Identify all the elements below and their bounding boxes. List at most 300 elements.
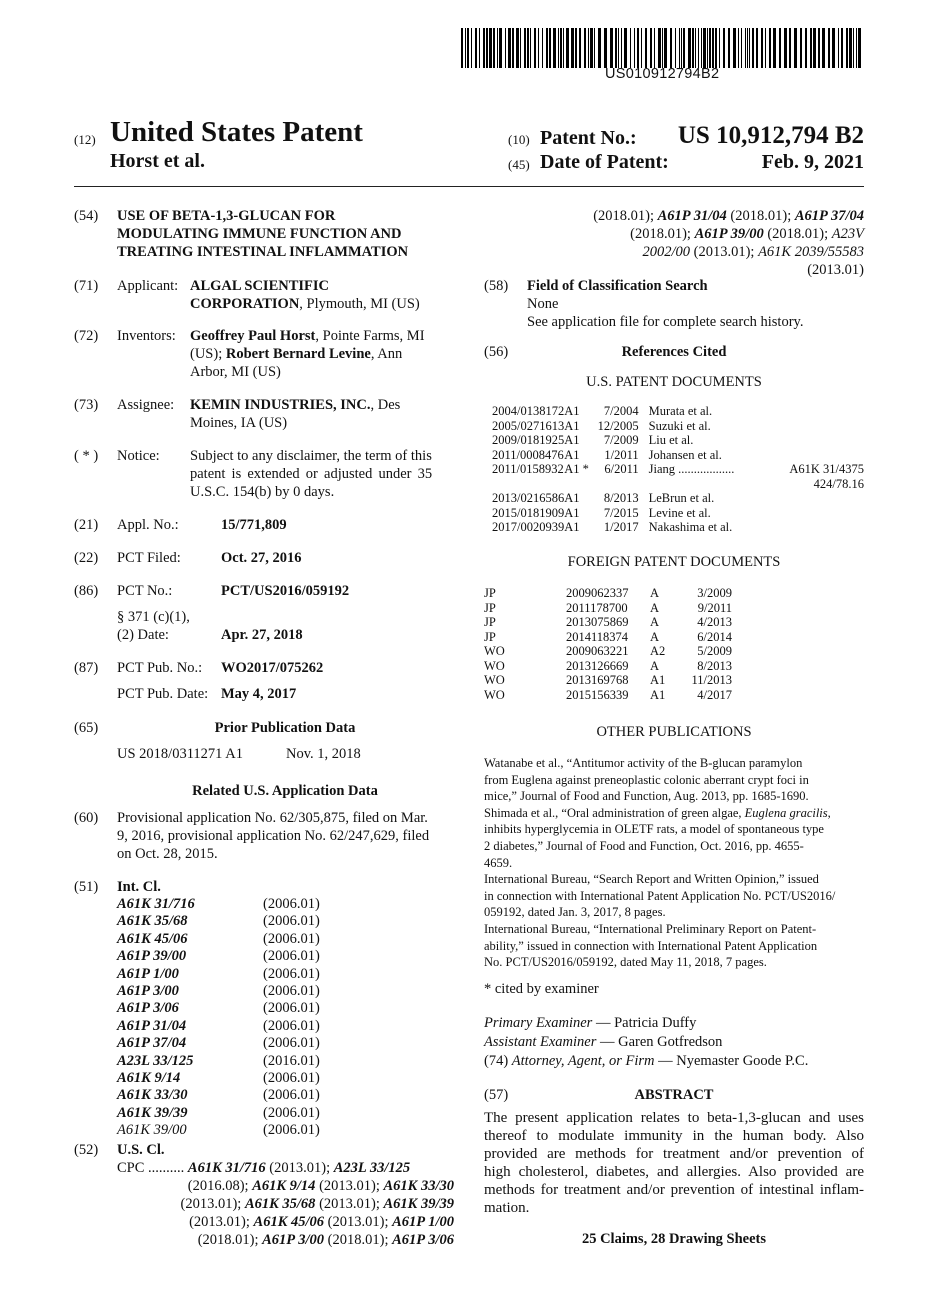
us-reference-kind: A1 <box>564 418 580 433</box>
publication-line <box>484 805 864 822</box>
code-12: (12) <box>74 132 96 147</box>
barcode-bar <box>745 28 746 68</box>
inventor-1-name: Geoffrey Paul Horst <box>190 328 316 344</box>
cpc-date: (2018.01); <box>763 226 832 242</box>
barcode-bar <box>654 28 655 68</box>
us-reference-kind: A1 <box>564 447 580 462</box>
us-reference-name: Nakashima et al. <box>648 520 733 534</box>
foreign-reference-no: 2013075869 <box>566 615 629 629</box>
barcode-bar <box>538 28 539 68</box>
foreign-reference-kind: A2 <box>650 644 666 658</box>
assignee-location-2: Moines, IA (US) <box>190 415 288 431</box>
int-cl-item <box>117 966 320 983</box>
foreign-reference-row <box>484 673 732 688</box>
publication-line: 059192, dated Jan. 3, 2017, 8 pages. <box>484 905 666 920</box>
barcode-bar <box>604 28 607 68</box>
cpc-class: A61K 45/06 <box>253 1214 325 1230</box>
code-notice: ( * ) <box>74 448 99 464</box>
foreign-reference-cc: WO <box>484 673 505 687</box>
int-cl-date: (2006.01) <box>263 913 320 930</box>
foreign-reference-kind: A <box>650 629 660 644</box>
cpc-date: (2013.01); <box>324 1214 393 1230</box>
date-label: Date of Patent: <box>540 151 669 173</box>
barcode-bar <box>630 28 631 68</box>
barcode-bar <box>741 28 742 68</box>
barcode-bar <box>692 28 694 68</box>
barcode-bar <box>846 28 848 68</box>
us-reference-date: 7/2009 <box>603 433 639 447</box>
cpc-date: (2013.01) <box>807 262 864 278</box>
int-cl-item <box>117 1070 320 1087</box>
barcode-bar <box>461 28 463 68</box>
us-reference-name: Suzuki et al. <box>648 418 711 433</box>
int-cl-date: (2006.01) <box>263 1017 320 1034</box>
barcode-bar <box>813 28 816 68</box>
us-reference-row <box>492 448 864 463</box>
barcode-bar <box>715 28 717 68</box>
publication-line: ability,” issued in connection with International Patent Application <box>484 938 818 953</box>
claims-sheets: 25 Claims, 28 Drawing Sheets <box>581 1231 767 1247</box>
us-reference-name: Jiang .................. <box>648 462 735 476</box>
foreign-reference-no: 2009063221 <box>566 644 629 658</box>
barcode-bar <box>818 28 820 68</box>
code-21: (21) <box>74 517 99 533</box>
barcode-bar <box>707 28 708 68</box>
cpc-class: A61K 2039/55583 <box>758 244 864 260</box>
primary-examiner-label: Primary Examiner <box>484 1015 593 1031</box>
patent-no-label: Patent No.: <box>540 127 637 149</box>
patent-date: Feb. 9, 2021 <box>761 151 864 173</box>
us-reference-extra: 424/78.16 <box>813 476 864 491</box>
appl-no-label: Appl. No.: <box>117 517 179 533</box>
publication-line: inhibits hyperglycemia in OLETF rats, a model of spontaneous type <box>484 822 824 837</box>
us-reference-date: 1/2011 <box>604 447 639 462</box>
assignee-label: Assignee: <box>117 397 175 413</box>
patent-authors: Horst et al. <box>110 150 205 172</box>
barcode-bar <box>784 28 787 68</box>
foreign-reference-kind: A1 <box>650 687 666 702</box>
code-22: (22) <box>74 550 99 566</box>
inventor-2-name: Robert Bernard Levine <box>225 346 371 362</box>
barcode-bar <box>712 28 714 68</box>
barcode-bar <box>584 28 586 68</box>
us-reference-kind: A1 * <box>564 462 589 476</box>
cpc-date: (2013.01); <box>265 1160 334 1176</box>
us-references-table <box>492 404 864 535</box>
pct-pub-no-label: PCT Pub. No.: <box>117 660 203 676</box>
cpc-date: (2018.01); <box>324 1232 393 1248</box>
foreign-reference-kind: A <box>650 600 660 615</box>
publication-line: No. PCT/US2016/059192, dated May 11, 2018, 7 pages. <box>484 955 767 970</box>
barcode-bar <box>670 28 672 68</box>
barcode-bar <box>516 28 519 68</box>
abstract-line: thereof to modulate immunity in the human body. Also <box>484 1128 864 1144</box>
barcode-bar <box>588 28 589 68</box>
int-cl-date: (2006.01) <box>263 1070 320 1086</box>
int-cl-item <box>117 931 320 948</box>
references-heading: References Cited <box>621 344 727 360</box>
us-reference-no: 2013/0216586 <box>492 491 565 505</box>
abstract-line: methods for treatment and/or prevention of intestinal inflam- <box>484 1182 864 1198</box>
barcode-bar <box>645 28 647 68</box>
cpc-date: (2016.08); <box>187 1178 253 1194</box>
foreign-reference-row <box>484 601 732 616</box>
cpc-class: A61P 39/00 <box>694 226 764 242</box>
barcode-bar <box>738 28 739 68</box>
barcode-bar <box>641 28 642 68</box>
us-reference-row <box>492 462 864 477</box>
us-reference-no: 2015/0181909 <box>492 505 565 520</box>
barcode-bar <box>794 28 797 68</box>
appl-no: 15/771,809 <box>221 517 287 533</box>
barcode-bar <box>465 28 466 68</box>
inventor-2-location: , Ann <box>370 346 403 362</box>
foreign-reference-row <box>484 644 732 659</box>
publication-text: , <box>827 805 831 820</box>
foreign-reference-row <box>484 615 732 630</box>
invention-title-line2: MODULATING IMMUNE FUNCTION AND <box>117 226 402 242</box>
us-reference-no: 2005/0271613 <box>492 418 565 433</box>
foreign-reference-row <box>484 688 732 703</box>
applicant-name-1: ALGAL SCIENTIFIC <box>190 278 329 294</box>
int-cl-class: A61P 3/06 <box>117 1000 179 1017</box>
foreign-reference-kind: A <box>650 615 660 629</box>
barcode-bar <box>534 28 536 68</box>
foreign-reference-row <box>484 586 732 601</box>
cpc-class: A61P 3/00 <box>262 1232 325 1248</box>
code-86: (86) <box>74 583 99 599</box>
code-65: (65) <box>74 720 99 736</box>
cpc-date: (2018.01); <box>197 1232 263 1248</box>
us-reference-name: LeBrun et al. <box>648 491 715 505</box>
barcode-bar <box>838 28 839 68</box>
cpc-class: A61P 31/04 <box>657 208 727 224</box>
code-45: (45) <box>508 157 530 172</box>
abstract-line: provided are methods for treatment and/or prevention of <box>484 1146 864 1162</box>
barcode-bar <box>594 28 595 68</box>
barcode-bar <box>553 28 556 68</box>
barcode-bar <box>479 28 480 68</box>
us-reference-no <box>492 477 564 492</box>
barcode-bar <box>618 28 619 68</box>
prior-pub-date: Nov. 1, 2018 <box>286 746 361 762</box>
cpc-class: A61K 39/39 <box>383 1196 454 1212</box>
code-60: (60) <box>74 810 99 826</box>
int-cl-date: (2006.01) <box>263 983 320 999</box>
code-71: (71) <box>74 278 99 294</box>
us-reference-date <box>593 477 649 492</box>
us-reference-name: Johansen et al. <box>648 447 722 462</box>
cpc-date: (2018.01); <box>593 208 658 224</box>
int-cl-class: A61K 39/00 <box>117 1122 187 1139</box>
cpc-date: (2013.01); <box>315 1178 384 1194</box>
barcode-bar <box>779 28 781 68</box>
barcode-bar <box>698 28 699 68</box>
us-reference-name <box>649 477 735 492</box>
publication-line: Watanabe et al., “Antitumor activity of the B-glucan paramylon <box>484 756 803 770</box>
barcode-bar <box>512 28 514 68</box>
barcode-bar <box>527 28 529 68</box>
us-reference-name: Murata et al. <box>648 404 713 418</box>
foreign-reference-cc: JP <box>484 600 496 615</box>
pct-filed: Oct. 27, 2016 <box>221 550 302 566</box>
us-reference-row <box>492 404 864 419</box>
foreign-reference-date: 8/2013 <box>697 658 732 673</box>
foreign-reference-kind: A <box>650 658 660 673</box>
cpc-class: 2002/00 <box>642 244 690 260</box>
us-reference-extra <box>734 448 864 463</box>
us-reference-date: 1/2017 <box>603 520 639 534</box>
us-reference-row <box>492 477 864 492</box>
barcode-bar <box>765 28 766 68</box>
barcode-bar <box>709 28 711 68</box>
us-reference-no: 2017/0020939 <box>492 520 565 534</box>
barcode-bar <box>761 28 763 68</box>
barcode-bar <box>832 28 835 68</box>
barcode-bar <box>499 28 502 68</box>
foreign-reference-cc: WO <box>484 687 505 702</box>
field-search-none: None <box>527 296 559 312</box>
barcode-bar <box>805 28 807 68</box>
barcode-bar <box>566 28 569 68</box>
barcode-bar <box>560 28 562 68</box>
int-cl-date: (2006.01) <box>263 1087 320 1104</box>
barcode-bar <box>520 28 521 68</box>
barcode-bar <box>719 28 720 68</box>
barcode-bar <box>615 28 617 68</box>
us-reference-kind: A1 <box>564 404 580 418</box>
abstract-line: mation. <box>484 1200 530 1216</box>
foreign-reference-date: 4/2013 <box>697 615 732 629</box>
cpc-date: (2013.01); <box>690 244 759 260</box>
invention-title-line1: USE OF BETA-1,3-GLUCAN FOR <box>117 208 336 224</box>
foreign-reference-cc: WO <box>484 644 505 658</box>
barcode-bar <box>675 28 676 68</box>
barcode-bar <box>508 28 511 68</box>
barcode-bar <box>650 28 652 68</box>
barcode-bar <box>856 28 857 68</box>
code-57: (57) <box>484 1087 509 1103</box>
int-cl-date: (2006.01) <box>263 896 320 912</box>
barcode-bar <box>558 28 559 68</box>
barcode-bar <box>756 28 758 68</box>
barcode-bar <box>571 28 574 68</box>
us-reference-date: 12/2005 <box>597 418 639 433</box>
assistant-examiner-label: Assistant Examiner <box>484 1034 597 1050</box>
barcode-bar <box>733 28 736 68</box>
us-reference-row <box>492 520 864 535</box>
barcode-bar <box>810 28 812 68</box>
int-cl-class: A61P 37/04 <box>117 1035 187 1052</box>
barcode-bar <box>773 28 776 68</box>
barcode-bar <box>664 28 667 68</box>
publication-line: International Bureau, “International Preliminary Report on Patent- <box>484 921 817 936</box>
us-reference-extra <box>734 419 864 434</box>
barcode-bar <box>542 28 543 68</box>
patent-number: US 10,912,794 B2 <box>677 122 864 149</box>
foreign-reference-date: 3/2009 <box>697 586 732 600</box>
inventors-label: Inventors: <box>117 328 176 344</box>
barcode-bar <box>549 28 551 68</box>
inventor-1-location: , Pointe Farms, MI <box>315 328 425 344</box>
barcode-bar <box>524 28 526 68</box>
code-72: (72) <box>74 328 99 344</box>
code-52: (52) <box>74 1142 99 1158</box>
cpc-class: A61K 33/30 <box>383 1178 454 1194</box>
us-reference-extra <box>734 433 864 448</box>
us-reference-date: 7/2004 <box>603 404 639 418</box>
cpc-class: A61P 3/06 <box>392 1232 454 1248</box>
us-reference-no: 2009/0181925 <box>492 433 565 447</box>
us-reference-kind: A1 <box>564 505 580 520</box>
section-371-date: Apr. 27, 2018 <box>221 627 303 643</box>
us-reference-extra <box>734 491 864 506</box>
us-reference-no: 2004/0138172 <box>492 404 565 418</box>
foreign-reference-cc: JP <box>484 629 496 644</box>
other-publications <box>484 755 864 971</box>
barcode-bar <box>546 28 548 68</box>
code-58: (58) <box>484 278 509 294</box>
int-cl-class: A61K 33/30 <box>117 1087 188 1104</box>
barcode-bar <box>789 28 791 68</box>
barcode-bar <box>769 28 771 68</box>
int-cl-item <box>117 1053 320 1070</box>
int-cl-heading: Int. Cl. <box>117 879 161 895</box>
foreign-reference-cc: JP <box>484 615 496 629</box>
barcode-bar <box>723 28 725 68</box>
barcode-bar <box>695 28 696 68</box>
attorney-label: Attorney, Agent, or Firm <box>511 1053 655 1069</box>
us-reference-extra <box>734 506 864 521</box>
barcode-bar <box>590 28 593 68</box>
section-371-date-label: (2) Date: <box>117 627 169 643</box>
us-reference-extra <box>734 520 864 535</box>
barcode-bar <box>563 28 564 68</box>
pct-pub-no: WO2017/075262 <box>221 660 324 676</box>
foreign-references-table <box>484 586 732 702</box>
barcode-bar <box>701 28 702 68</box>
cpc-class: A61K 35/68 <box>244 1196 316 1212</box>
barcode-bar <box>841 28 843 68</box>
int-cl-class: A61K 45/06 <box>117 930 188 947</box>
notice-line1: Subject to any disclaimer, the term of this <box>190 448 432 464</box>
us-reference-row <box>492 491 864 506</box>
barcode-bar <box>634 28 635 68</box>
foreign-reference-date: 4/2017 <box>697 687 732 702</box>
barcode-bar <box>728 28 730 68</box>
int-cl-item <box>117 1035 320 1052</box>
int-cl-item <box>117 1122 320 1139</box>
int-cl-class: A61K 31/716 <box>117 896 195 912</box>
int-cl-class: A61K 39/39 <box>117 1104 188 1121</box>
barcode-bar <box>467 28 469 68</box>
abstract-heading: ABSTRACT <box>634 1087 714 1103</box>
pct-pub-date: May 4, 2017 <box>221 686 297 702</box>
pct-no: PCT/US2016/059192 <box>221 583 350 599</box>
publication-line: 2 diabetes,” Journal of Food and Function, Oct. 2016, pp. 4655- <box>484 838 804 853</box>
us-reference-date: 7/2015 <box>603 505 639 520</box>
us-reference-extra: A61K 31/4375 <box>789 462 864 476</box>
abstract-line: The present application relates to beta-1,3-glucan and uses <box>484 1110 864 1126</box>
foreign-reference-no: 2009062337 <box>566 586 629 600</box>
barcode-bar <box>703 28 706 68</box>
barcode-bar <box>497 28 498 68</box>
publication-text: Shimada et al., “Oral administration of green algae, <box>484 805 745 820</box>
barcode-bar <box>752 28 754 68</box>
cpc-class: A23V <box>831 226 864 242</box>
int-cl-class: A61K 9/14 <box>117 1070 181 1086</box>
foreign-reference-row <box>484 630 732 645</box>
foreign-reference-date: 6/2014 <box>697 629 732 644</box>
inventor-2-location-2: Arbor, MI (US) <box>190 364 281 380</box>
int-cl-class: A61P 31/04 <box>117 1017 187 1034</box>
int-cl-class: A61P 39/00 <box>117 948 187 965</box>
foreign-reference-kind: A1 <box>650 673 666 687</box>
us-reference-kind <box>564 477 592 492</box>
related-heading: Related U.S. Application Data <box>192 783 378 799</box>
barcode-bar <box>849 28 852 68</box>
cpc-date: (2013.01); <box>180 1196 245 1212</box>
code-73: (73) <box>74 397 99 413</box>
field-search-heading: Field of Classification Search <box>527 278 708 294</box>
int-cl-class: A61K 35/68 <box>117 913 188 930</box>
publication-line: International Bureau, “Search Report and Written Opinion,” issued <box>484 872 819 887</box>
barcode-bar <box>853 28 854 68</box>
field-search-note: See application file for complete search history. <box>527 314 804 330</box>
int-cl-item <box>117 983 320 1000</box>
barcode-bar <box>486 28 488 68</box>
barcode-number: US010912794B2 <box>605 66 720 82</box>
barcode-bar <box>471 28 472 68</box>
foreign-reference-cc: WO <box>484 658 505 673</box>
int-cl-date: (2006.01) <box>263 948 320 965</box>
barcode-bar <box>610 28 613 68</box>
barcode-bar <box>598 28 601 68</box>
foreign-reference-date: 5/2009 <box>697 644 732 658</box>
int-cl-item <box>117 1018 320 1035</box>
applicant-name-2: CORPORATION <box>190 296 300 312</box>
int-cl-date: (2006.01) <box>263 930 320 947</box>
assistant-examiner: — Garen Gotfredson <box>596 1034 723 1050</box>
us-reference-no: 2011/0158932 <box>492 462 564 476</box>
assignee-location: , Des <box>370 397 401 413</box>
cpc-class: A61K 9/14 <box>252 1178 316 1194</box>
code-87: (87) <box>74 660 99 676</box>
notice-line2: patent is extended or adjusted under 35 <box>190 466 433 482</box>
barcode-bar <box>575 28 577 68</box>
publication-line: from Euglena against preneoplastic colonic aberrant crypt foci in <box>484 772 809 787</box>
code-56: (56) <box>484 344 509 360</box>
header-rule <box>74 186 864 187</box>
barcode-bar <box>749 28 750 68</box>
patent-title: United States Patent <box>110 116 363 148</box>
int-cl-class: A23L 33/125 <box>117 1052 194 1069</box>
section-371: § 371 (c)(1), <box>117 609 190 625</box>
prior-pub-number: US 2018/0311271 A1 <box>117 746 243 762</box>
us-reference-name: Liu et al. <box>648 433 694 447</box>
us-reference-row <box>492 506 864 521</box>
cpc-date: (2013.01); <box>315 1196 384 1212</box>
inventor-1-country: (US); <box>190 346 226 362</box>
us-reference-kind: A1 <box>564 491 580 505</box>
notice-line3: U.S.C. 154(b) by 0 days. <box>190 484 335 500</box>
cpc-date: (2013.01); <box>189 1214 254 1230</box>
cpc-date: (2018.01); <box>630 226 695 242</box>
us-reference-kind: A1 <box>564 433 580 447</box>
foreign-reference-no: 2011178700 <box>566 600 628 615</box>
provisional-line2: 9, 2016, provisional application No. 62/247,629, filed <box>117 828 430 844</box>
barcode-bar <box>637 28 639 68</box>
